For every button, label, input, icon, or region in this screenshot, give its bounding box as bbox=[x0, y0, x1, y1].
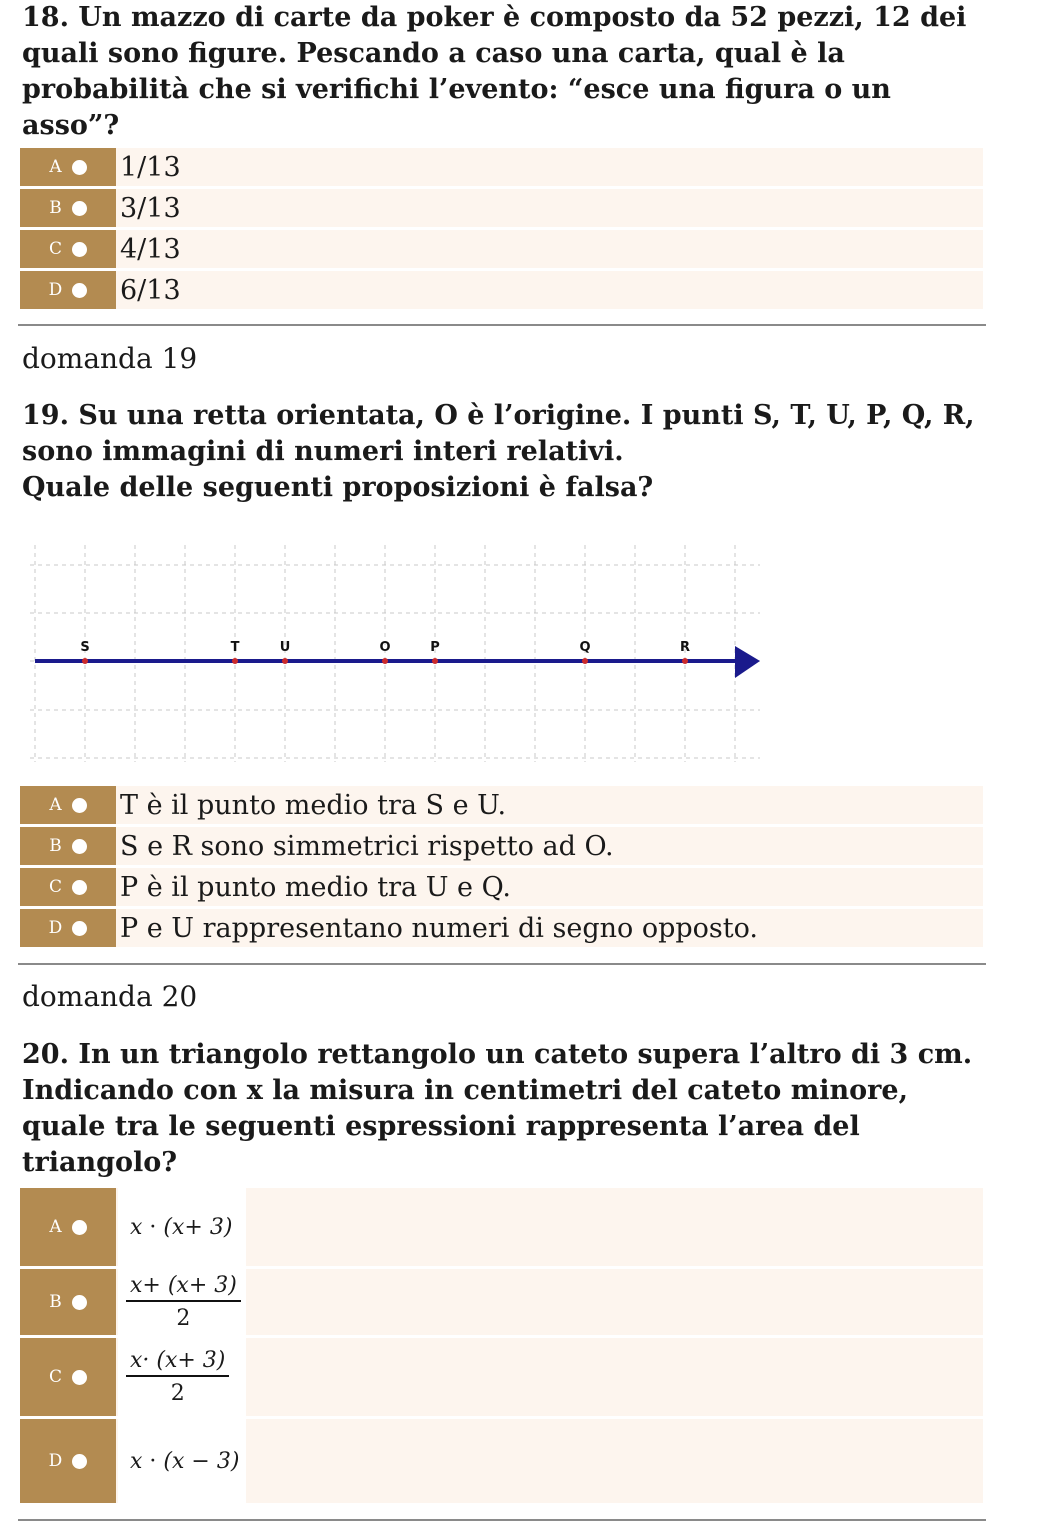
question-line: quale tra le seguenti espressioni rappresenta l’area del bbox=[22, 1111, 860, 1142]
question-line: 20. In un triangolo rettangolo un cateto supera l’altro di 3 cm. bbox=[22, 1039, 973, 1070]
q19-option-d[interactable] bbox=[20, 909, 983, 947]
q20-option-b[interactable] bbox=[20, 1269, 983, 1335]
point-label-q: Q bbox=[579, 640, 591, 655]
q18-option-d[interactable] bbox=[20, 271, 983, 309]
q19-option-a[interactable] bbox=[20, 786, 983, 824]
radio-dot-icon bbox=[72, 921, 87, 936]
fraction: $\frac{x+ (x+ 3)}{2}$ bbox=[126, 1273, 241, 1331]
q20-option-c[interactable] bbox=[20, 1338, 983, 1416]
option-c-expression bbox=[126, 1338, 229, 1416]
radio-dot-icon bbox=[72, 1295, 87, 1310]
question-line: sono immagini di numeri interi relativi. bbox=[22, 436, 624, 467]
point-label-t: T bbox=[230, 640, 240, 655]
fraction: $\frac{x\cdot (x+ 3)}{2}$ bbox=[126, 1348, 229, 1406]
number-line-figure bbox=[30, 540, 770, 765]
point-r bbox=[682, 658, 688, 664]
point-label-u: U bbox=[279, 640, 291, 655]
question-line: quali sono figure. Pescando a caso una carta, qual è la bbox=[22, 38, 845, 69]
option-b-expression bbox=[126, 1269, 241, 1335]
option-b-radio[interactable]: B bbox=[20, 827, 116, 865]
question-line: 18. Un mazzo di carte da poker è composto da 52 pezzi, 12 dei bbox=[22, 2, 967, 33]
option-c-radio[interactable]: C bbox=[20, 230, 116, 268]
grid bbox=[30, 545, 760, 762]
q20-option-a[interactable] bbox=[20, 1188, 983, 1266]
divider bbox=[18, 324, 986, 326]
question-line: 19. Su una retta orientata, O è l’origine. I punti S, T, U, P, Q, R, bbox=[22, 400, 975, 431]
option-a-radio[interactable]: A bbox=[20, 786, 116, 824]
option-a-text: 1/13 bbox=[120, 151, 181, 183]
option-b-text: 3/13 bbox=[120, 192, 181, 224]
radio-dot-icon bbox=[72, 160, 87, 175]
point-q bbox=[582, 658, 588, 664]
option-c-text: P è il punto medio tra U e Q. bbox=[120, 871, 511, 903]
option-d-text: 6/13 bbox=[120, 274, 181, 306]
option-b-radio[interactable]: B bbox=[20, 1269, 116, 1335]
point-label-r: R bbox=[679, 640, 691, 655]
divider bbox=[18, 963, 986, 965]
question-line: Quale delle seguenti proposizioni è falsa? bbox=[22, 472, 654, 503]
option-a-radio[interactable]: A bbox=[20, 148, 116, 186]
axis-arrow-icon bbox=[735, 646, 760, 678]
option-b-radio[interactable]: B bbox=[20, 189, 116, 227]
radio-dot-icon bbox=[72, 1220, 87, 1235]
point-label-s: S bbox=[80, 640, 90, 655]
option-d-radio[interactable]: D bbox=[20, 909, 116, 947]
question-line: Indicando con x la misura in centimetri del cateto minore, bbox=[22, 1075, 908, 1106]
option-a-expression: x · (x+ 3) bbox=[130, 1214, 233, 1240]
option-a-text: T è il punto medio tra S e U. bbox=[120, 789, 507, 821]
option-d-radio[interactable]: D bbox=[20, 1419, 116, 1503]
radio-dot-icon bbox=[72, 283, 87, 298]
point-p bbox=[432, 658, 438, 664]
q18-option-c[interactable] bbox=[20, 230, 983, 268]
heading-domanda-20: domanda 20 bbox=[22, 980, 198, 1013]
q18-option-a[interactable] bbox=[20, 148, 983, 186]
radio-dot-icon bbox=[72, 1370, 87, 1385]
question-line: triangolo? bbox=[22, 1147, 178, 1178]
point-t bbox=[232, 658, 238, 664]
point-label-o: O bbox=[379, 640, 391, 655]
point-label-p: P bbox=[430, 640, 440, 655]
option-c-radio[interactable]: C bbox=[20, 1338, 116, 1416]
question-line: asso”? bbox=[22, 110, 120, 141]
q19-option-b[interactable] bbox=[20, 827, 983, 865]
question-20-text bbox=[22, 1037, 1012, 1181]
q19-option-c[interactable] bbox=[20, 868, 983, 906]
radio-dot-icon bbox=[72, 798, 87, 813]
radio-dot-icon bbox=[72, 242, 87, 257]
divider bbox=[18, 1519, 986, 1521]
option-c-radio[interactable]: C bbox=[20, 868, 116, 906]
question-18-text bbox=[22, 0, 1012, 144]
radio-dot-icon bbox=[72, 880, 87, 895]
heading-domanda-19: domanda 19 bbox=[22, 342, 198, 375]
option-a-radio[interactable]: A bbox=[20, 1188, 116, 1266]
question-line: probabilità che si verifichi l’evento: “esce una figura o un bbox=[22, 74, 891, 105]
point-u bbox=[282, 658, 288, 664]
point-o bbox=[382, 658, 388, 664]
point-s bbox=[82, 658, 88, 664]
option-d-radio[interactable]: D bbox=[20, 271, 116, 309]
radio-dot-icon bbox=[72, 1454, 87, 1469]
option-d-text: P e U rappresentano numeri di segno opposto. bbox=[120, 912, 758, 944]
q20-option-d[interactable] bbox=[20, 1419, 983, 1503]
q18-option-b[interactable] bbox=[20, 189, 983, 227]
radio-dot-icon bbox=[72, 201, 87, 216]
question-19-text bbox=[22, 398, 1012, 506]
option-c-text: 4/13 bbox=[120, 233, 181, 265]
radio-dot-icon bbox=[72, 839, 87, 854]
option-d-expression: x · (x − 3) bbox=[130, 1448, 240, 1474]
option-b-text: S e R sono simmetrici rispetto ad O. bbox=[120, 830, 614, 862]
